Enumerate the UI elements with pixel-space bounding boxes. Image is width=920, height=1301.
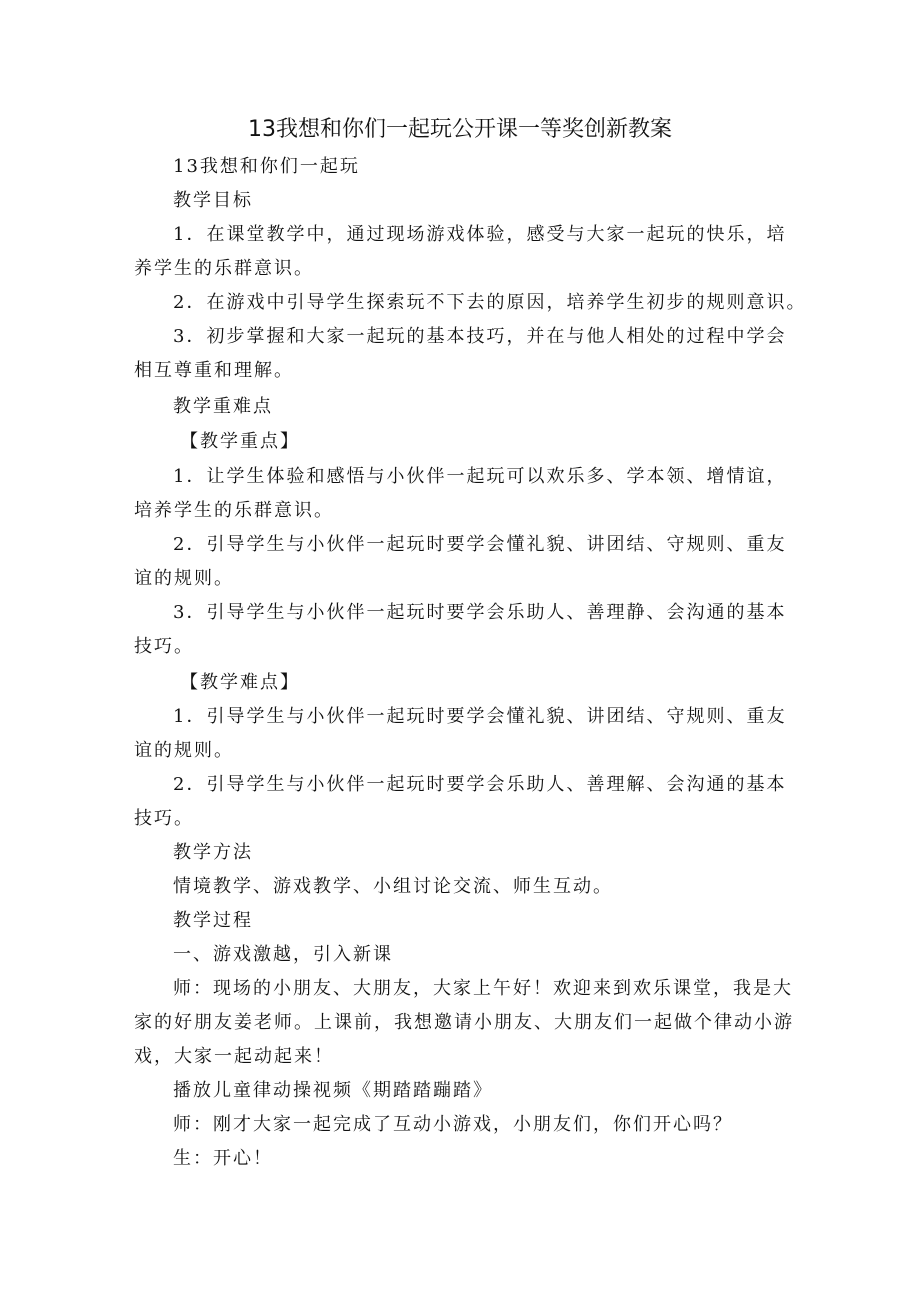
objective-2: 2．在游戏中引导学生探索玩不下去的原因，培养学生初步的规则意识。 <box>173 292 807 313</box>
difficult-point-1: 1．引导学生与小伙伴一起玩时要学会懂礼貌、讲团结、守规则、重友 <box>173 706 787 727</box>
objective-3-cont: 相互尊重和理解。 <box>134 360 294 381</box>
process-step-1: 一、游戏激越，引入新课 <box>173 944 393 965</box>
methods-text: 情境教学、游戏教学、小组讨论交流、师生互动。 <box>173 876 613 897</box>
key-point-2-cont: 谊的规则。 <box>134 568 234 589</box>
key-point-3: 3．引导学生与小伙伴一起玩时要学会乐助人、善理静、会沟通的基本 <box>173 602 787 623</box>
difficult-point-2-cont: 技巧。 <box>134 808 194 829</box>
heading-methods: 教学方法 <box>173 842 253 863</box>
objective-3: 3．初步掌握和大家一起玩的基本技巧，并在与他人相处的过程中学会 <box>173 326 787 347</box>
heading-difficult-points: 【教学难点】 <box>180 672 300 693</box>
teacher-line-2: 师：刚才大家一起完成了互动小游戏，小朋友们，你们开心吗？ <box>173 1114 733 1135</box>
teacher-line-1-cont-1: 家的好朋友姜老师。上课前，我想邀请小朋友、大朋友们一起做个律动小游 <box>134 1012 794 1033</box>
difficult-point-1-cont: 谊的规则。 <box>134 740 234 761</box>
objective-1: 1．在课堂教学中，通过现场游戏体验，感受与大家一起玩的快乐，培 <box>173 224 787 245</box>
teacher-line-1: 师：现场的小朋友、大朋友，大家上午好！欢迎来到欢乐课堂，我是大 <box>173 978 793 999</box>
heading-key-points: 【教学重点】 <box>180 431 300 452</box>
document-title: 13我想和你们一起玩公开课一等奖创新教案 <box>248 117 672 142</box>
video-note: 播放儿童律动操视频《期踏踏蹦踏》 <box>173 1080 493 1101</box>
lesson-name: 13我想和你们一起玩 <box>173 156 360 177</box>
heading-objectives: 教学目标 <box>173 190 253 211</box>
key-point-1-cont: 培养学生的乐群意识。 <box>134 500 334 521</box>
heading-process: 教学过程 <box>173 910 253 931</box>
difficult-point-2: 2．引导学生与小伙伴一起玩时要学会乐助人、善理解、会沟通的基本 <box>173 774 787 795</box>
key-point-3-cont: 技巧。 <box>134 636 194 657</box>
objective-1-cont: 养学生的乐群意识。 <box>134 258 314 279</box>
key-point-2: 2．引导学生与小伙伴一起玩时要学会懂礼貌、讲团结、守规则、重友 <box>173 534 787 555</box>
key-point-1: 1．让学生体验和感悟与小伙伴一起玩可以欢乐多、学本领、增情谊， <box>173 466 787 487</box>
teacher-line-1-cont-2: 戏，大家一起动起来！ <box>134 1046 334 1067</box>
heading-key-difficult: 教学重难点 <box>173 396 273 417</box>
student-line-1: 生：开心！ <box>173 1148 273 1169</box>
